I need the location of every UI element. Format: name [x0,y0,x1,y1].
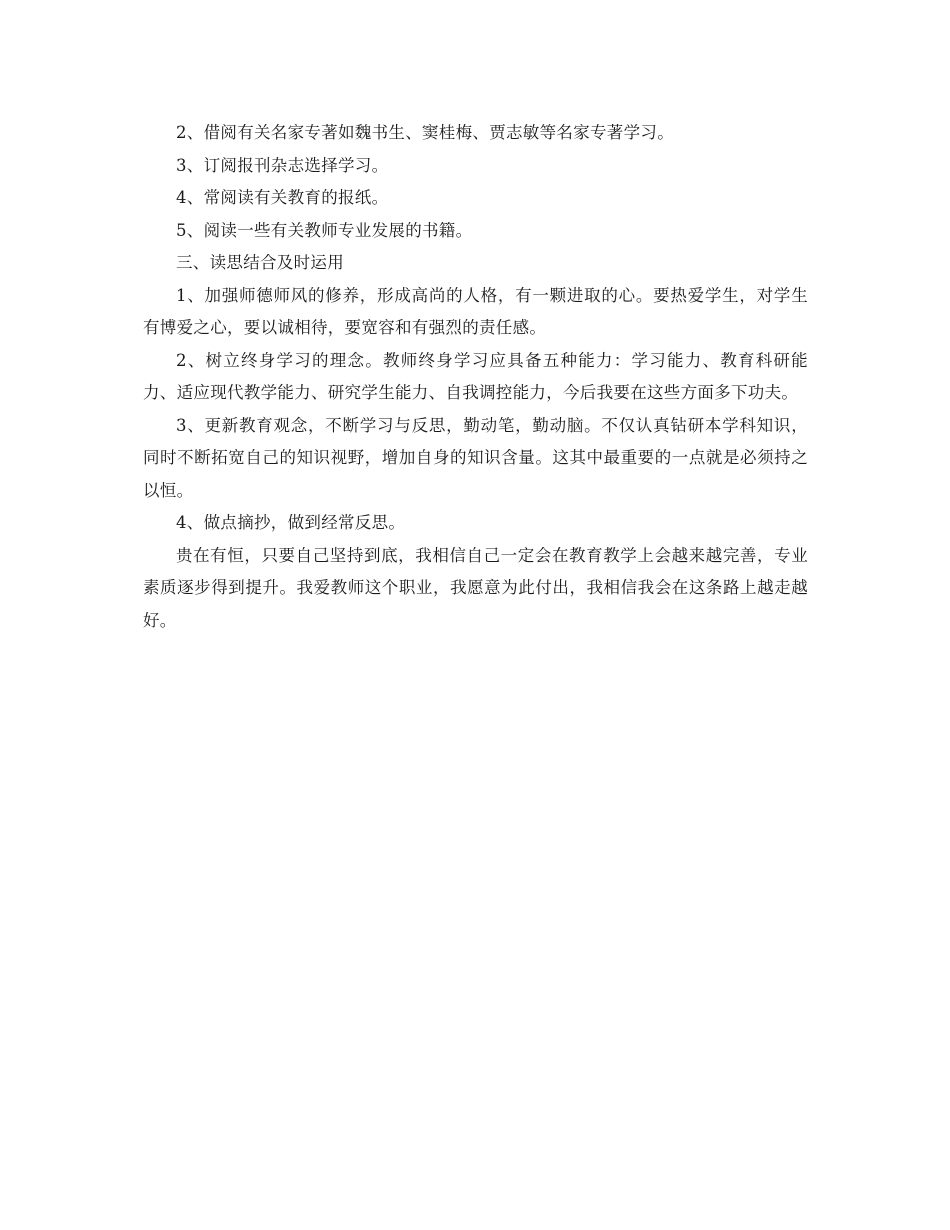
paragraph-borrow-books: 2、借阅有关名家专著如魏书生、窦桂梅、贾志敏等名家专著学习。 [176,123,674,142]
paragraph-teacher-ethics: 1、加强师德师风的修养，形成高尚的人格，有一颗进取的心。要热爱学生，对学生有博爱之心，要以诚相待，要宽容和有强烈的责任感。 [143,285,808,337]
paragraph-excerpts-reflection: 4、做点摘抄，做到经常反思。 [176,513,406,532]
paragraph-read-newspapers: 4、常阅读有关教育的报纸。 [176,188,389,207]
paragraph-lifelong-learning: 2、树立终身学习的理念。教师终身学习应具备五种能力：学习能力、教育科研能力、适应现代教学能力、研究学生能力、自我调控能力，今后我要在这些方面多下功夫。 [143,350,808,402]
document-body [143,117,808,637]
paragraph-conclusion: 贵在有恒，只要自己坚持到底，我相信自己一定会在教育教学上会越来越完善，专业素质逐步得到提升。我爱教师这个职业，我愿意为此付出，我相信我会在这条路上越走越好。 [143,545,808,630]
section-heading-reading-and-reflection: 三、读思结合及时运用 [176,253,344,272]
paragraph-update-concepts: 3、更新教育观念，不断学习与反思，勤动笔，勤动脑。不仅认真钻研本学科知识，同时不断拓宽自己的知识视野，增加自身的知识含量。这其中最重要的一点就是必须持之以恒。 [143,415,808,500]
paragraph-subscribe-magazines: 3、订阅报刊杂志选择学习。 [176,155,389,175]
paragraph-read-professional-books: 5、阅读一些有关教师专业发展的书籍。 [176,220,473,240]
